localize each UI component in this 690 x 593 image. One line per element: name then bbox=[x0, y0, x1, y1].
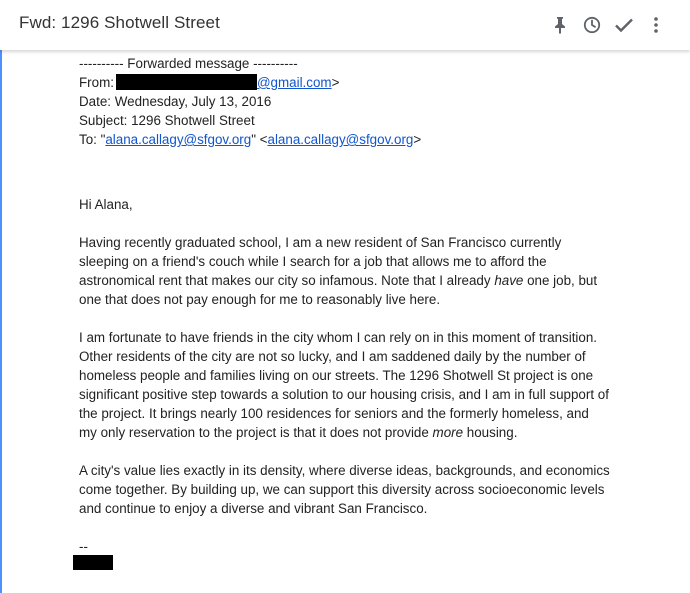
email-subject-title: Fwd: 1296 Shotwell Street bbox=[19, 13, 220, 32]
to-line bbox=[79, 130, 639, 149]
signature-dashes: -- bbox=[79, 539, 88, 554]
to-close: > bbox=[413, 132, 422, 147]
recipient-email-link[interactable]: alana.callagy@sfgov.org bbox=[267, 132, 414, 147]
forward-marker: ---------- Forwarded message ---------- bbox=[79, 56, 298, 71]
redacted-signature bbox=[73, 555, 113, 570]
p2-text-a: I am fortunate to have friends in the city whom I can rely on in this moment of transition. Other residents of the city are not so lucky, and I am saddened daily by the number of homeless people and families living on our streets. The 1296 Shotwell St project is one significant positive step towards a solution to our housing crisis, and I am in full support of the project. It brings nearly 100 residences for seniors and the formerly homeless, and my only reservation to the project is that it does not provide bbox=[79, 330, 609, 440]
from-line bbox=[79, 73, 639, 92]
done-check-icon[interactable] bbox=[608, 12, 640, 38]
to-label: To: " bbox=[79, 132, 106, 147]
recipient-name-link[interactable]: alana.callagy@sfgov.org bbox=[105, 132, 252, 147]
p1-text-a: Having recently graduated school, I am a new resident of San Francisco currently sleeping on a friend's couch while I search for a job that allows me to afford the astronomical rent that makes our city so infamous. Note that I already bbox=[79, 235, 562, 288]
p2-text-b: housing. bbox=[463, 425, 518, 440]
p1-emphasis: have bbox=[494, 273, 524, 288]
from-close: > bbox=[331, 75, 340, 90]
p1-text-b: one job, but one that does not pay enough for me to reasonably live here. bbox=[79, 273, 598, 307]
snooze-clock-icon[interactable] bbox=[576, 12, 608, 38]
subject-line: Subject: 1296 Shotwell Street bbox=[79, 113, 255, 128]
left-accent-border bbox=[0, 50, 2, 593]
more-vert-icon[interactable] bbox=[640, 12, 672, 38]
toolbar-actions bbox=[544, 12, 672, 38]
date-line: Date: Wednesday, July 13, 2016 bbox=[79, 94, 272, 109]
email-body bbox=[79, 54, 639, 556]
pin-icon[interactable] bbox=[544, 12, 576, 38]
from-label: From: bbox=[79, 75, 114, 90]
toolbar bbox=[0, 0, 690, 50]
greeting: Hi Alana, bbox=[79, 197, 133, 212]
paragraph-2 bbox=[79, 328, 609, 442]
paragraph-3: A city's value lies exactly in its density, where diverse ideas, backgrounds, and economics come together. By building up, we can support this diversity across socioeconomic levels and continue to enjoy a diverse and vibrant San Francisco. bbox=[79, 463, 610, 516]
p2-emphasis: more bbox=[432, 425, 464, 440]
to-separator: " < bbox=[251, 132, 268, 147]
redacted-sender bbox=[116, 74, 257, 90]
sender-email-link[interactable]: @gmail.com bbox=[256, 75, 332, 90]
paragraph-1 bbox=[79, 233, 614, 309]
